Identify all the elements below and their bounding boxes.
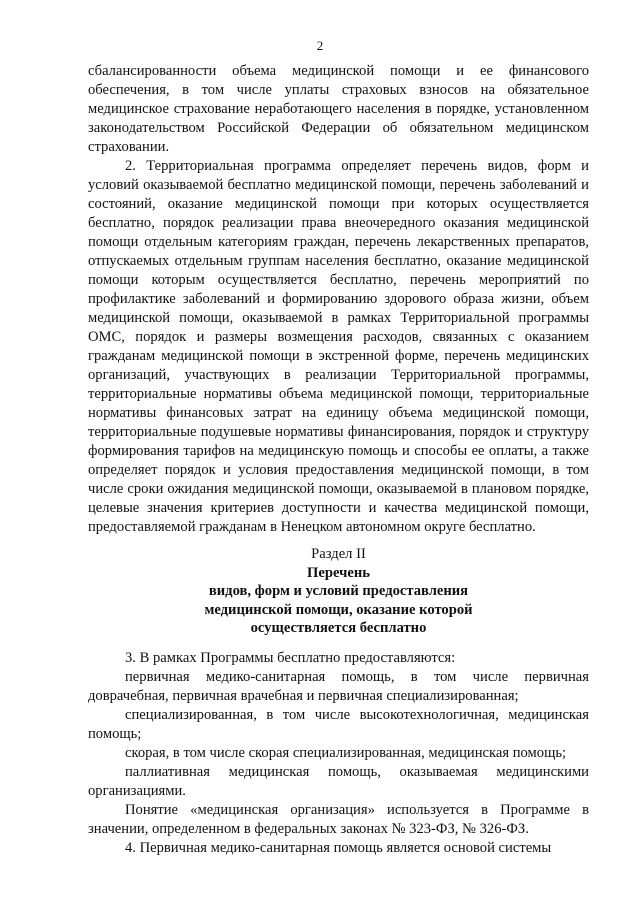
top-text-block bbox=[88, 62, 589, 537]
paragraph-continuation: сбалансированности объема медицинской помощи и ее финансового обеспечения, в том числе уплаты страховых взносов на обязательное медицинское страхование неработающего населения в порядке, установленном законодательством Российской Федерации об обязательном медицинском страховании. bbox=[88, 63, 589, 155]
section-label: Раздел II bbox=[311, 546, 366, 562]
section-heading bbox=[88, 545, 589, 638]
list-item-emergency-care: скорая, в том числе скорая специализированная, медицинская помощь; bbox=[125, 745, 567, 761]
section-title-line-1: Перечень bbox=[307, 564, 370, 581]
paragraph-3: 3. В рамках Программы бесплатно предоставляются: bbox=[125, 650, 456, 666]
bottom-text-block bbox=[88, 649, 589, 858]
paragraph-2: 2. Территориальная программа определяет перечень видов, форм и условий оказываемой бесплатно медицинской помощи, перечень заболеваний и состояний, оказание медицинской помощи при которых осуществляется бесплатно, порядок реализации права внеочередного оказания медицинской помощи отдельным категориям граждан, перечень лекарственных препаратов, отпускаемых отдельным группам населения бесплатно, оказание медицинской помощи которым осуществляется бесплатно, перечень мероприятий по профилактике заболеваний и формированию здорового образа жизни, объем медицинской помощи, оказываемой в рамках Территориальной программы ОМС, порядок и размеры возмещения расходов, связанных с оказанием гражданам медицинской помощи в экстренной форме, перечень медицинских организаций, участвующих в реализации Территориальной программы, территориальные нормативы объема медицинской помощи, территориальные нормативы финансовых затрат на единицу объема медицинской помощи, территориальные подушевые нормативы финансирования, порядок и структуру формирования тарифов на медицинскую помощь и способы ее оплаты, а также определяет порядок и условия предоставления медицинской помощи, в том числе сроки ожидания медицинской помощи, оказываемой в плановом порядке, целевые значения критериев доступности и качества медицинской помощи, предоставляемой гражданам в Ненецком автономном округе бесплатно. bbox=[88, 158, 589, 535]
list-item-primary-care: первичная медико-санитарная помощь, в том числе первичная доврачебная, первичная врачебная и первичная специализированная; bbox=[88, 669, 589, 704]
paragraph-definition: Понятие «медицинская организация» используется в Программе в значении, определенном в федеральных законах № 323-ФЗ, № 326-ФЗ. bbox=[88, 802, 589, 837]
list-item-palliative-care: паллиативная медицинская помощь, оказываемая медицинскими организациями. bbox=[88, 764, 589, 799]
section-title-line-2: видов, форм и условий предоставления bbox=[208, 583, 469, 600]
list-item-specialized-care: специализированная, в том числе высокотехнологичная, медицинская помощь; bbox=[88, 707, 589, 742]
section-title-line-3: медицинской помощи, оказание которой bbox=[204, 601, 473, 618]
paragraph-4: 4. Первичная медико-санитарная помощь является основой системы bbox=[125, 840, 552, 856]
section-title-line-4: осуществляется бесплатно bbox=[250, 620, 427, 637]
page-number: 2 bbox=[316, 38, 324, 53]
